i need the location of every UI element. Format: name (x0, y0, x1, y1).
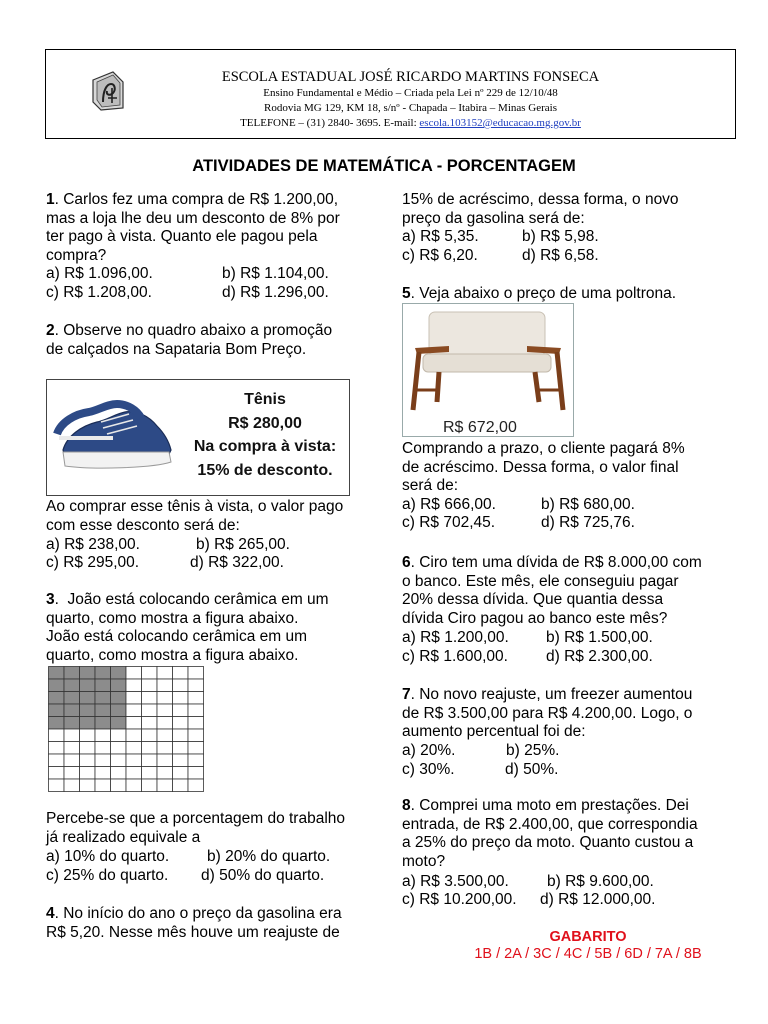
question-4-continued: 15% de acréscimo, dessa forma, o novo preço da gasolina será de: (402, 191, 679, 227)
tile-done (111, 717, 127, 730)
question-1-number: 1 (46, 191, 55, 208)
q1-option-a: a) R$ 1.096,00. (46, 265, 153, 282)
tile-pending (126, 717, 142, 730)
tile-pending (157, 679, 173, 692)
q3-option-a: a) 10% do quarto. (46, 848, 170, 865)
q3-option-b: b) 20% do quarto. (207, 848, 331, 865)
q8-option-a: a) R$ 3.500,00. (402, 873, 509, 890)
tile-pending (173, 692, 189, 705)
tile-pending (142, 729, 158, 742)
tile-pending (157, 717, 173, 730)
page-title: ATIVIDADES DE MATEMÁTICA - PORCENTAGEM (192, 157, 576, 175)
tile-pending (188, 679, 204, 692)
tile-pending (111, 754, 127, 767)
promo-condition: Na compra à vista: (193, 438, 337, 455)
tile-pending (126, 754, 142, 767)
tile-pending (80, 767, 96, 780)
question-1-text: . Carlos fez uma compra de R$ 1.200,00, mas a loja lhe deu um desconto de 8% por ter pago à vista. Quanto ele pagou pela compra? (46, 191, 340, 264)
tile-pending (49, 779, 65, 792)
tile-pending (80, 742, 96, 755)
tile-pending (142, 742, 158, 755)
tile-pending (157, 704, 173, 717)
tile-pending (95, 742, 111, 755)
tile-done (111, 679, 127, 692)
tile-pending (188, 667, 204, 680)
sneaker-image (53, 392, 177, 484)
tile-done (64, 679, 80, 692)
promo-discount: 15% de desconto. (197, 461, 333, 479)
tile-pending (157, 754, 173, 767)
tile-pending (142, 667, 158, 680)
tile-grid (48, 666, 204, 792)
tile-done (80, 692, 96, 705)
tile-pending (173, 679, 189, 692)
tile-done (64, 692, 80, 705)
q7-option-b: b) 25%. (506, 742, 560, 759)
promo-product: Tênis (244, 391, 286, 408)
tile-pending (126, 742, 142, 755)
school-name: ESCOLA ESTADUAL JOSÉ RICARDO MARTINS FONSECA (221, 69, 600, 85)
answer-key-title: GABARITO (549, 929, 627, 945)
tile-pending (188, 742, 204, 755)
tile-done (64, 717, 80, 730)
tile-done (49, 692, 65, 705)
q8-option-d: d) R$ 12.000,00. (540, 891, 656, 908)
tile-pending (80, 779, 96, 792)
question-8-text: . Comprei uma moto em prestações. Dei entrada, de R$ 2.400,00, que correspondia a 25% do preço da moto. Quanto custou a moto? (402, 797, 698, 870)
tile-pending (173, 779, 189, 792)
q3-option-c: c) 25% do quarto. (46, 867, 169, 884)
tile-pending (142, 704, 158, 717)
tile-done (49, 667, 65, 680)
question-7-number: 7 (402, 686, 411, 703)
tile-done (111, 704, 127, 717)
answer-key: 1B / 2A / 3C / 4C / 5B / 6D / 7A / 8B (474, 946, 702, 962)
question-7-text: . No novo reajuste, um freezer aumentou de R$ 3.500,00 para R$ 4.200,00. Logo, o aumento percentual foi de: (402, 686, 693, 741)
tile-pending (142, 679, 158, 692)
tile-pending (188, 779, 204, 792)
tile-done (95, 679, 111, 692)
tile-pending (126, 679, 142, 692)
shoe-promo-box (46, 379, 350, 496)
q5-option-d: d) R$ 725,76. (541, 514, 635, 531)
question-4-number: 4 (46, 905, 55, 922)
q1-option-c: c) R$ 1.208,00. (46, 284, 152, 301)
q5-option-c: c) R$ 702,45. (402, 514, 496, 531)
question-3 (46, 591, 329, 665)
tile-pending (157, 729, 173, 742)
tile-done (49, 717, 65, 730)
tile-done (95, 667, 111, 680)
question-3-text: . João está colocando cerâmica em um quarto, como mostra a figura abaixo. João está colocando cerâmica em um quarto, como mostra a figura abaixo. (46, 591, 329, 664)
armchair-image (409, 306, 569, 416)
tile-pending (188, 754, 204, 767)
question-2 (46, 322, 332, 359)
q8-option-c: c) R$ 10.200,00. (402, 891, 517, 908)
tile-pending (173, 754, 189, 767)
q2-option-a: a) R$ 238,00. (46, 536, 140, 553)
q2-option-c: c) R$ 295,00. (46, 554, 140, 571)
tile-pending (95, 754, 111, 767)
question-8 (402, 797, 698, 871)
school-email-link[interactable]: escola.103152@educacao.mg.gov.br (419, 117, 581, 129)
tile-done (64, 667, 80, 680)
q1-option-b: b) R$ 1.104,00. (222, 265, 329, 282)
tile-pending (173, 717, 189, 730)
tile-pending (188, 767, 204, 780)
tile-pending (173, 767, 189, 780)
tile-pending (188, 717, 204, 730)
tile-done (80, 667, 96, 680)
tile-done (49, 704, 65, 717)
armchair-box (402, 303, 574, 437)
q4-option-d: d) R$ 6,58. (522, 247, 599, 264)
q6-option-c: c) R$ 1.600,00. (402, 648, 508, 665)
tile-pending (49, 729, 65, 742)
tile-pending (126, 767, 142, 780)
question-8-number: 8 (402, 797, 411, 814)
question-6 (402, 554, 702, 628)
tile-pending (64, 754, 80, 767)
tile-done (80, 704, 96, 717)
tile-done (95, 717, 111, 730)
school-contact (86, 116, 735, 131)
tile-pending (157, 767, 173, 780)
question-6-text: . Ciro tem uma dívida de R$ 8.000,00 com o banco. Este mês, ele conseguiu pagar 20% dessa dívida. Que quantia dessa dívida Ciro pagou ao banco este mês? (402, 554, 702, 627)
q1-option-d: d) R$ 1.296,00. (222, 284, 329, 301)
tile-pending (188, 729, 204, 742)
tile-pending (126, 704, 142, 717)
question-4 (46, 905, 342, 942)
school-phone: TELEFONE – (31) 2840- 3695. E-mail: (240, 117, 420, 129)
tile-done (64, 704, 80, 717)
tile-pending (142, 754, 158, 767)
question-3-number: 3 (46, 591, 55, 608)
tile-pending (49, 742, 65, 755)
q7-option-d: d) 50%. (505, 761, 559, 778)
tile-pending (64, 779, 80, 792)
tile-pending (95, 779, 111, 792)
tile-pending (142, 779, 158, 792)
q4-option-a: a) R$ 5,35. (402, 228, 479, 245)
tile-pending (126, 779, 142, 792)
tile-pending (157, 692, 173, 705)
question-3-after: Percebe-se que a porcentagem do trabalho já realizado equivale a (46, 810, 346, 846)
tile-pending (142, 717, 158, 730)
tile-pending (142, 767, 158, 780)
tile-done (49, 679, 65, 692)
tile-pending (111, 729, 127, 742)
question-2-text: . Observe no quadro abaixo a promoção de calçados na Sapataria Bom Preço. (46, 322, 333, 358)
tile-pending (126, 729, 142, 742)
question-5-after: Comprando a prazo, o cliente pagará 8% de acréscimo. Dessa forma, o valor final será de: (402, 440, 685, 495)
tile-pending (95, 767, 111, 780)
q6-option-a: a) R$ 1.200,00. (402, 629, 509, 646)
tile-pending (188, 692, 204, 705)
q5-option-a: a) R$ 666,00. (402, 496, 496, 513)
question-5-number: 5 (402, 285, 411, 302)
q5-option-b: b) R$ 680,00. (541, 496, 635, 513)
tile-pending (126, 692, 142, 705)
tile-pending (142, 692, 158, 705)
tile-pending (95, 729, 111, 742)
tile-done (95, 692, 111, 705)
q3-option-d: d) 50% do quarto. (201, 867, 325, 884)
q2-option-d: d) R$ 322,00. (190, 554, 284, 571)
tile-pending (157, 779, 173, 792)
question-5 (402, 285, 676, 304)
q8-option-b: b) R$ 9.600,00. (547, 873, 654, 890)
question-6-number: 6 (402, 554, 411, 571)
question-2-after: Ao comprar esse tênis à vista, o valor pago com esse desconto será de: (46, 498, 344, 534)
tile-pending (49, 767, 65, 780)
tile-pending (80, 754, 96, 767)
tile-done (111, 692, 127, 705)
school-law: Ensino Fundamental e Médio – Criada pela Lei nº 229 de 12/10/48 (263, 87, 558, 99)
tile-pending (64, 729, 80, 742)
question-7 (402, 686, 692, 742)
tile-pending (49, 754, 65, 767)
school-address: Rodovia MG 129, KM 18, s/nº - Chapada – Itabira – Minas Gerais (263, 102, 558, 114)
tile-pending (173, 742, 189, 755)
armchair-price: R$ 672,00 (443, 419, 517, 436)
tile-done (95, 704, 111, 717)
q7-option-a: a) 20%. (402, 742, 456, 759)
q6-option-d: d) R$ 2.300,00. (546, 648, 653, 665)
tile-pending (111, 742, 127, 755)
question-1 (46, 191, 340, 265)
tile-done (80, 679, 96, 692)
tile-pending (173, 729, 189, 742)
q4-option-b: b) R$ 5,98. (522, 228, 599, 245)
tile-pending (80, 729, 96, 742)
tile-pending (126, 667, 142, 680)
q7-option-c: c) 30%. (402, 761, 455, 778)
tile-pending (157, 667, 173, 680)
tile-pending (64, 742, 80, 755)
tile-pending (111, 779, 127, 792)
tile-done (111, 667, 127, 680)
tile-pending (188, 704, 204, 717)
tile-pending (173, 704, 189, 717)
tile-done (80, 717, 96, 730)
q6-option-b: b) R$ 1.500,00. (546, 629, 653, 646)
q4-option-c: c) R$ 6,20. (402, 247, 478, 264)
tile-pending (157, 742, 173, 755)
question-4-text: . No início do ano o preço da gasolina era R$ 5,20. Nesse mês houve um reajuste de (46, 905, 342, 941)
question-5-text: . Veja abaixo o preço de uma poltrona. (410, 285, 677, 302)
tile-pending (173, 667, 189, 680)
q2-option-b: b) R$ 265,00. (196, 536, 290, 553)
tile-pending (111, 767, 127, 780)
tile-pending (64, 767, 80, 780)
school-header (45, 49, 736, 139)
question-2-number: 2 (46, 322, 55, 339)
promo-price: R$ 280,00 (228, 414, 302, 432)
